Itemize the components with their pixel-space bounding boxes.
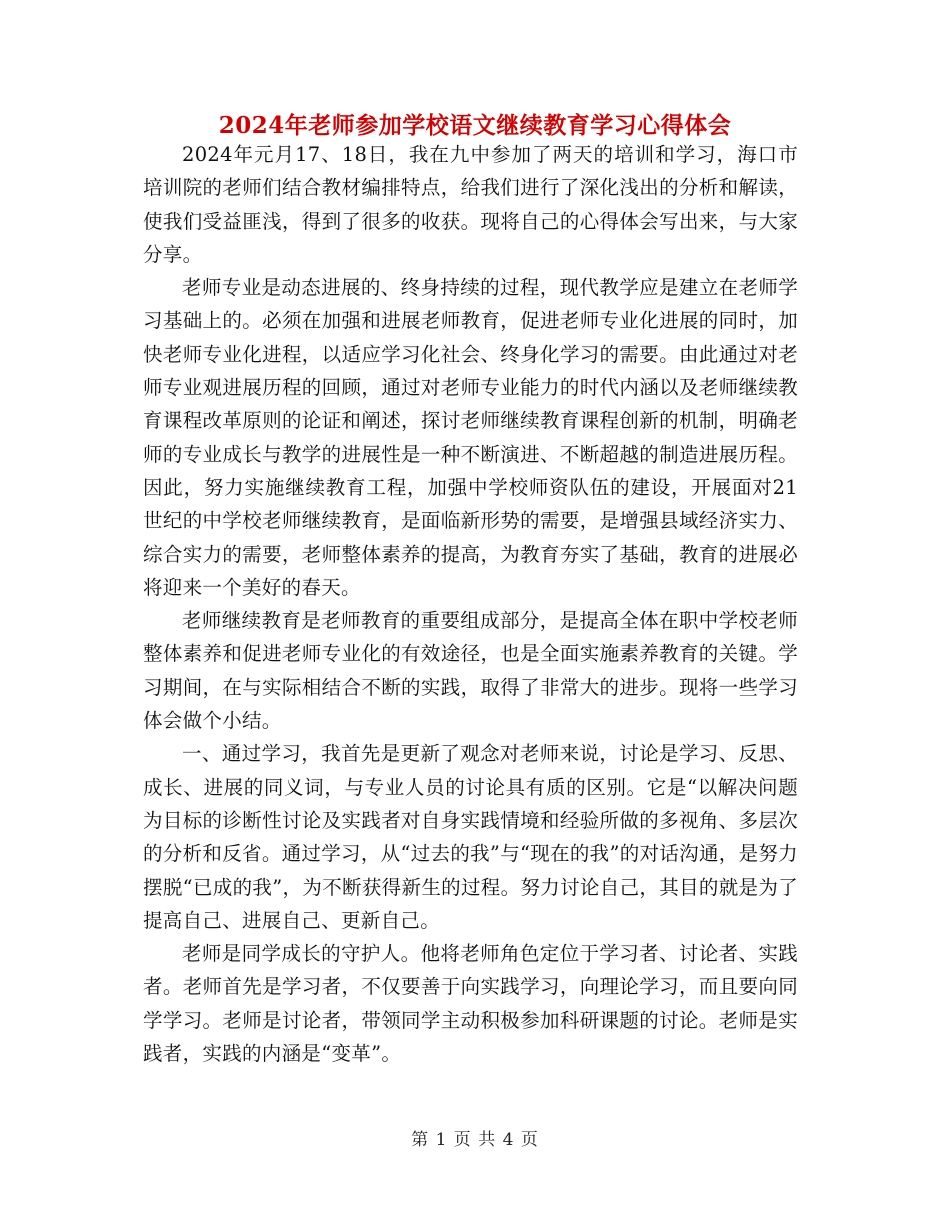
paragraph-1: 2024年元月17、18日，我在九中参加了两天的培训和学习，海口市培训院的老师们结合教材编排特点，给我们进行了深化浅出的分析和解读，使我们受益匪浅，得到了很多的收获。现将自己的心得体会写出来，与大家分享。 [143, 143, 798, 266]
paragraph-2: 老师专业是动态进展的、终身持续的过程，现代教学应是建立在老师学习基础上的。必须在加强和进展老师教育，促进老师专业化进展的同时，加快老师专业化进程，以适应学习化社会、终身化学习的需要。由此通过对老师专业观进展历程的回顾，通过对老师专业能力的时代内涵以及老师继续教育课程改革原则的论证和阐述，探讨老师继续教育课程创新的机制，明确老师的专业成长与教学的进展性是一种不断演进、不断超越的制造进展历程。因此，努力实施继续教育工程，加强中学校师资队伍的建设，开展面对21世纪的中学校老师继续教育，是面临新形势的需要，是增强县域经济实力、综合实力的需要，老师整体素养的提高，为教育夯实了基础，教育的进展必将迎来一个美好的春天。 [143, 276, 798, 599]
paragraph-3: 老师继续教育是老师教育的重要组成部分，是提高全体在职中学校老师整体素养和促进老师专业化的有效途径，也是全面实施素养教育的关键。学习期间，在与实际相结合不断的实践，取得了非常大的进步。现将一些学习体会做个小结。 [143, 609, 798, 733]
document-body [143, 138, 798, 1070]
paragraph-4: 一、通过学习，我首先是更新了观念对老师来说，讨论是学习、反思、成长、进展的同义词，与专业人员的讨论具有质的区别。它是“以解决问题为目标的诊断性讨论及实践者对自身实践情境和经验所做的多视角、多层次的分析和反省。通过学习，从“过去的我”与“现在的我”的对话沟通，是努力摆脱“已成的我”，为不断获得新生的过程。努力讨论自己，其目的就是为了提高自己、进展自己、更新自己。 [143, 742, 798, 932]
paragraph-5: 老师是同学成长的守护人。他将老师角色定位于学习者、讨论者、实践者。老师首先是学习者，不仅要善于向实践学习，向理论学习，而且要向同学学习。老师是讨论者，带领同学主动积极参加科研课题的讨论。老师是实践者，实践的内涵是“变革”。 [143, 942, 798, 1066]
page-number-footer: 第 1 页 共 4 页 [411, 1130, 539, 1150]
document-title: 2024年老师参加学校语文继续教育学习心得体会 [218, 112, 732, 139]
